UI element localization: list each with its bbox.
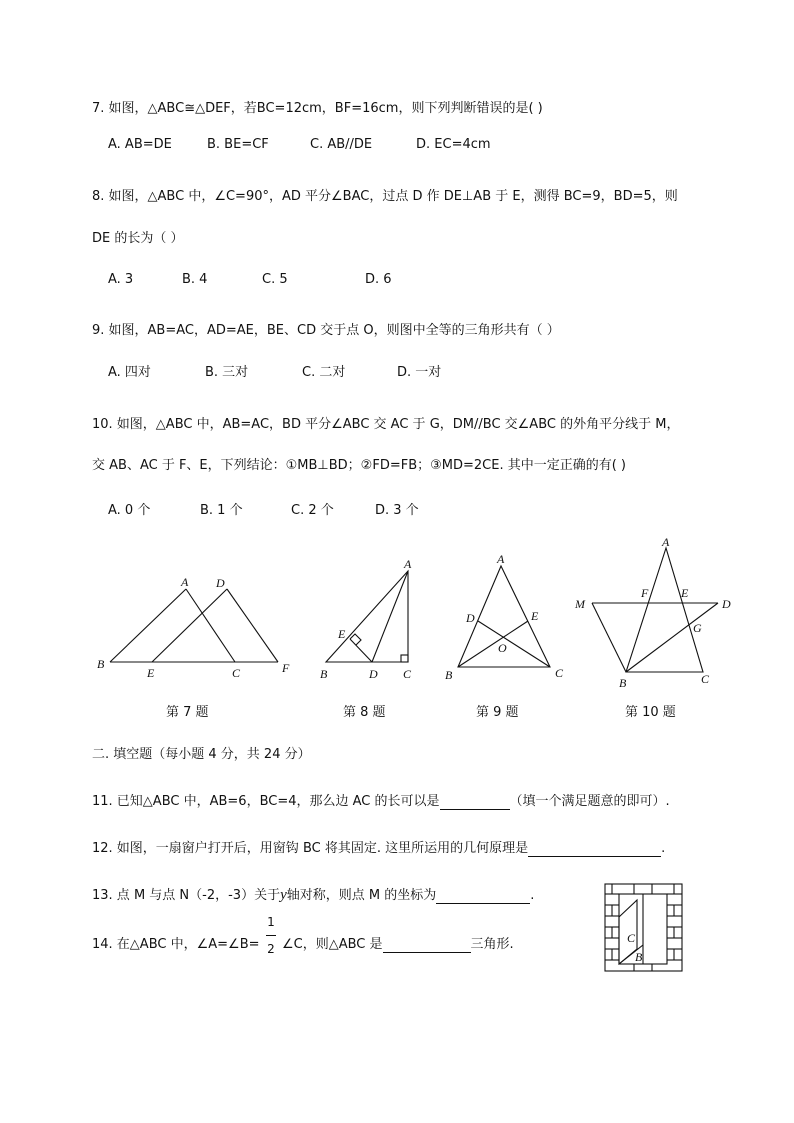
fig9-label-a: A <box>497 552 505 566</box>
q14-text-pre: 14. 在△ABC 中，∠A=∠B= <box>92 937 260 952</box>
q10-option-c[interactable]: C. 2 个 <box>291 503 334 518</box>
fig7-label-f: F <box>282 661 290 675</box>
q12-text-pre: 12. 如图，一扇窗户打开后，用窗钩 BC 将其固定. 这里所运用的几何原理是 <box>92 841 529 856</box>
figure-10 <box>574 535 731 690</box>
q10-option-b[interactable]: B. 1 个 <box>200 503 243 518</box>
fig7-label-c: C <box>232 666 241 680</box>
fig7-line-ac <box>186 589 235 662</box>
fig9-label-e: E <box>531 609 539 623</box>
q9-option-c[interactable]: C. 二对 <box>302 365 346 380</box>
q12-line <box>92 837 665 857</box>
fig8-caption: 第 8 题 <box>343 705 386 720</box>
window-figure <box>604 883 684 973</box>
figure-9 <box>445 552 564 682</box>
q7-option-b[interactable]: B. BE=CF <box>207 137 269 152</box>
q13-text-pre: 13. 点 M 与点 N（-2，-3）关于 <box>92 888 281 903</box>
q8-stem-line2: DE 的长为（ ） <box>92 231 184 246</box>
q13-line <box>92 884 534 904</box>
q9-stem: 9. 如图，AB=AC，AD=AE，BE、CD 交于点 O，则图中全等的三角形共有（ ） <box>92 323 560 338</box>
fig8-right-angle-e <box>350 634 361 645</box>
fig7-label-e: E <box>147 666 155 680</box>
fig10-label-d: D <box>722 597 731 611</box>
fig8-right-angle-c <box>401 655 408 662</box>
fig8-label-a: A <box>404 557 412 571</box>
q7-stem: 7. 如图，△ABC≅△DEF，若BC=12cm，BF=16cm，则下列判断错误的是( ) <box>92 101 543 116</box>
fig8-label-e: E <box>338 627 346 641</box>
fig8-line-de <box>350 639 372 662</box>
q8-option-c[interactable]: C. 5 <box>262 272 288 287</box>
q7-option-c[interactable]: C. AB//DE <box>310 137 373 152</box>
q11-line <box>92 790 670 810</box>
fig10-label-e: E <box>681 586 689 600</box>
fig8-label-c: C <box>403 667 412 681</box>
section2-heading: 二. 填空题（每小题 4 分，共 24 分） <box>92 747 311 762</box>
q14-text-post: 三角形. <box>470 937 514 952</box>
q12-text-post: . <box>661 841 666 856</box>
q11-answer-blank[interactable] <box>440 794 510 810</box>
q8-option-b[interactable]: B. 4 <box>182 272 208 287</box>
q14-fraction-denominator: 2 <box>267 942 275 956</box>
fig10-label-a: A <box>662 535 670 549</box>
figure-7 <box>97 575 290 680</box>
fig7-label-d: D <box>216 576 225 590</box>
fig10-line-mb <box>592 603 626 672</box>
q9-option-b[interactable]: B. 三对 <box>205 365 249 380</box>
fig9-line-be <box>458 621 528 667</box>
fig10-caption: 第 10 题 <box>625 705 676 720</box>
fig9-label-b: B <box>445 668 453 682</box>
fig8-line-ad <box>372 571 408 662</box>
fig7-label-a: A <box>181 575 189 589</box>
fig10-line-bd <box>626 603 718 672</box>
fig10-label-c: C <box>701 672 710 686</box>
fig7-label-b: B <box>97 657 105 671</box>
q8-option-a[interactable]: A. 3 <box>108 272 134 287</box>
fig7-caption: 第 7 题 <box>166 705 209 720</box>
figures-row <box>0 530 794 700</box>
q10-stem-line1: 10. 如图，△ABC 中，AB=AC，BD 平分∠ABC 交 AC 于 G，DM//BC 交∠ABC 的外角平分线于 M， <box>92 417 680 432</box>
figure-8 <box>320 557 412 681</box>
fig8-triangle-abc <box>326 571 408 662</box>
q8-option-d[interactable]: D. 6 <box>365 272 392 287</box>
fig10-label-g: G <box>693 621 702 635</box>
q14-fraction-numerator: 1 <box>267 915 275 929</box>
q10-option-d[interactable]: D. 3 个 <box>375 503 419 518</box>
q10-option-a[interactable]: A. 0 个 <box>108 503 151 518</box>
q8-stem-line1: 8. 如图，△ABC 中，∠C=90°，AD 平分∠BAC，过点 D 作 DE⊥AB 于 E，测得 BC=9，BD=5，则 <box>92 189 678 204</box>
q9-option-a[interactable]: A. 四对 <box>108 365 151 380</box>
q13-text-post: . <box>530 888 535 903</box>
fig10-label-m: M <box>575 597 585 611</box>
q14-text-mid: ∠C，则△ABC 是 <box>282 937 383 952</box>
fig10-label-b: B <box>619 676 627 690</box>
window-label-c: C <box>627 931 636 945</box>
q7-option-a[interactable]: A. AB=DE <box>108 137 172 152</box>
q11-text-post: （填一个满足题意的即可）. <box>509 794 670 809</box>
fig9-caption: 第 9 题 <box>476 705 519 720</box>
q11-text-pre: 11. 已知△ABC 中，AB=6，BC=4，那么边 AC 的长可以是 <box>92 794 440 809</box>
q10-stem-line2: 交 AB、AC 于 F、E，下列结论：①MB⊥BD；②FD=FB；③MD=2CE. 其中一定正确的有( ) <box>92 458 626 473</box>
fig7-line-ba <box>110 589 186 662</box>
fig9-label-c: C <box>555 666 564 680</box>
q13-text-mid: 轴对称，则点 M 的坐标为 <box>286 888 437 903</box>
fig9-label-d: D <box>466 611 475 625</box>
fig10-label-f: F <box>641 586 649 600</box>
q7-option-d[interactable]: D. EC=4cm <box>416 137 491 152</box>
q14-answer-blank[interactable] <box>383 937 471 953</box>
q12-answer-blank[interactable] <box>528 841 661 857</box>
q14-line-rest <box>282 933 514 953</box>
fig8-label-d: D <box>369 667 378 681</box>
fig8-label-b: B <box>320 667 328 681</box>
fig10-triangle-abc <box>626 548 703 672</box>
fig7-line-ed <box>152 589 227 662</box>
window-label-b: B <box>635 950 643 964</box>
q9-option-d[interactable]: D. 一对 <box>397 365 442 380</box>
q14-fraction-bar <box>266 935 276 936</box>
fig9-label-o: O <box>498 641 507 655</box>
q13-answer-blank[interactable] <box>436 888 530 904</box>
fig7-line-df <box>227 589 278 662</box>
q13-variable-y: y <box>280 887 287 903</box>
